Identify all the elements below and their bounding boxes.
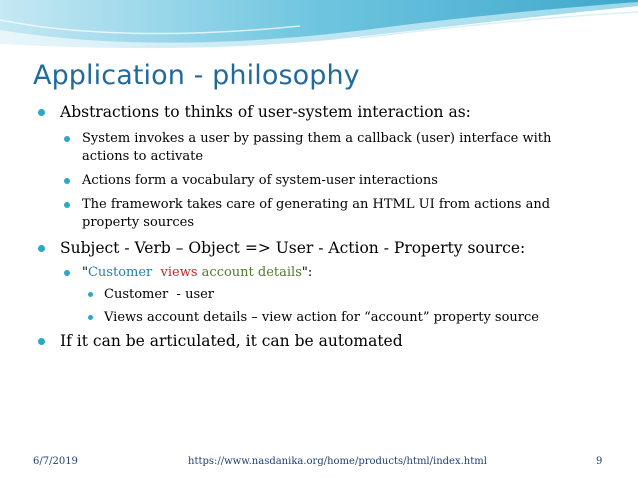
footer-url-link[interactable]: https://www.nasdanika.org/home/products/html/index.html: [188, 456, 487, 467]
slide-title: Application - philosophy: [33, 60, 360, 91]
quote-close: ":: [301, 265, 313, 280]
bullet-line: System invokes a user by passing them a callback (user) interface with: [82, 131, 552, 146]
bullet-line: The framework takes care of generating an HTML UI from actions and: [82, 197, 551, 212]
subject-word: Customer: [87, 265, 153, 280]
bullet-framework-generates-ui: [82, 196, 550, 232]
quote-open: ": [82, 265, 88, 280]
bullet-subject-verb-object: Subject - Verb – Object => User - Action - Property source:: [60, 239, 526, 257]
bullet-actions-vocabulary: Actions form a vocabulary of system-user interactions: [82, 173, 438, 188]
bullet-customer-user: Customer - user: [104, 287, 215, 302]
object-phrase: account details: [201, 265, 302, 280]
bullet-example-sentence: [82, 264, 312, 282]
verb-word: views: [160, 265, 198, 280]
page-number: 9: [596, 456, 603, 467]
bullet-system-invokes-user: [82, 130, 551, 166]
footer-date: 6/7/2019: [33, 456, 78, 467]
bullet-abstractions: Abstractions to thinks of user-system interaction as:: [60, 103, 471, 121]
bullet-views-account-details: Views account details – view action for “account” property source: [104, 310, 539, 325]
header-swoosh-decoration: [0, 0, 638, 60]
bullet-line: property sources: [82, 215, 195, 230]
bullet-articulated-automated: If it can be articulated, it can be automated: [60, 332, 403, 350]
bullet-line: actions to activate: [82, 149, 204, 164]
